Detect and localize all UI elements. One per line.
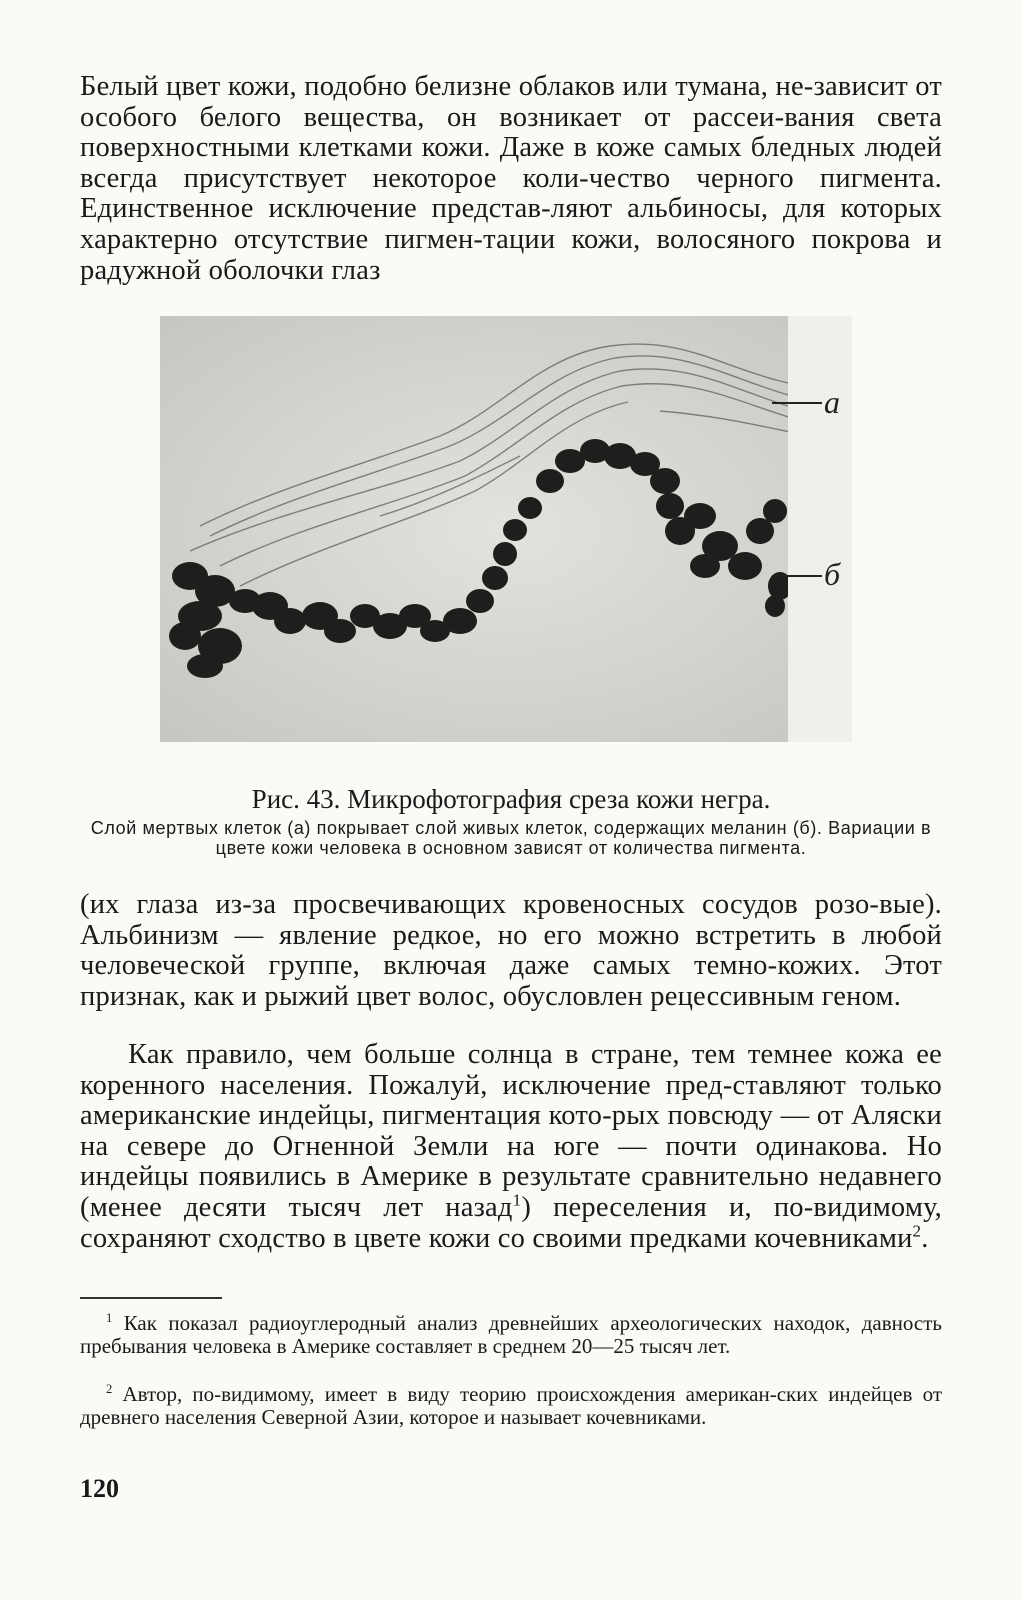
footnote-2	[80, 1383, 942, 1428]
micrograph-figure	[160, 316, 852, 742]
footnote-ref-2[interactable]: 2	[912, 1221, 922, 1241]
footnote-ref-1[interactable]: 1	[512, 1190, 522, 1210]
page-number: 120	[80, 1474, 119, 1503]
paragraph-3-part-3: .	[921, 1222, 929, 1254]
paragraph-2: (их глаза из-за просвечивающих кровеносных сосудов розо-вые). Альбинизм — явление редкое, но его можно встретить в любой человеческой группе, включая даже самых темно-кожих. Этот признак, как и рыжий цвет волос, обусловлен рецессивным геном.	[80, 889, 942, 1012]
figure-label-a: а	[824, 384, 840, 420]
paragraph-3	[80, 1040, 942, 1254]
footnote-divider	[80, 1297, 222, 1299]
footnote-2-text: Автор, по-видимому, имеет в виду теорию происхождения американ-ских индейцев от древнего населения Северной Азии, которое и называет кочевниками.	[80, 1382, 942, 1429]
figure-label-b: б	[824, 556, 841, 592]
footnote-1-number: 1	[106, 1311, 113, 1325]
micrograph-image	[160, 316, 852, 742]
footnote-1	[80, 1312, 942, 1357]
paragraph-3-part-1: Как правило, чем больше солнца в стране, тем темнее кожа ее коренного населения. Пожалуй, исключение пред-ставляют только американские индейцы, пигментация кото-рых повсюду — от Аляски на севере до Огненной Земли на юге — почти одинакова. Но индейцы появились в Америке в результате сравнительно недавнего (менее десяти тысяч лет назад	[80, 1039, 942, 1223]
footnote-2-number: 2	[106, 1382, 113, 1396]
footnote-1-text: Как показал радиоуглеродный анализ древнейших археологических находок, давность пребывания человека в Америке составляет в среднем 20—25 тысяч лет.	[80, 1311, 942, 1358]
paragraph-3-part-2: ) переселения и, по-видимому, сохраняют сходство в цвете кожи со своими предками кочевниками	[80, 1191, 942, 1254]
figure-caption-title: Рис. 43. Микрофотография среза кожи негра.	[251, 784, 771, 814]
paragraph-1: Белый цвет кожи, подобно белизне облаков или тумана, не-зависит от особого белого вещества, он возникает от рассеи-вания света поверхностными клетками кожи. Даже в коже самых бледных людей всегда присутствует некоторое коли-чество черного пигмента. Единственное исключение представ-ляют альбиносы, для которых характерно отсутствие пигмен-тации кожи, волосяного покрова и радужной оболочки глаз	[80, 71, 942, 286]
figure-caption-body: Слой мертвых клеток (а) покрывает слой живых клеток, содержащих меланин (б). Вариации в цвете кожи человека в основном зависят от количества пигмента.	[90, 818, 932, 858]
